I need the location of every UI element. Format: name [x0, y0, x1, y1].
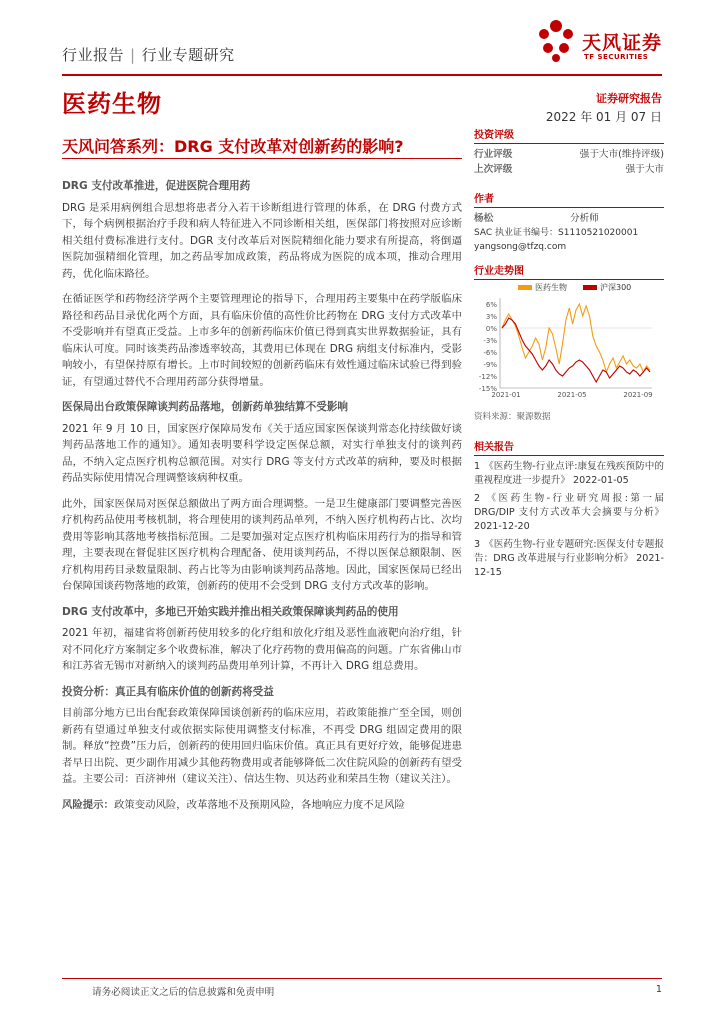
report-subtype-label: 行业专题研究 [141, 46, 235, 64]
section-paragraph: 2021 年 9 月 10 日，国家医疗保障局发布《关于适应国家医保谈判常态化持续做好谈判药品落地工作的通知》。通知表明要科学设定医保总额，对实行单独支付的谈判药品，不纳入定点医疗机构总额范围。对实行 DRG 等支付方式改革的病种，要及时根据药品实际使用情况合理调整该病种权重。 [62, 422, 462, 484]
related-heading: 相关报告 [474, 438, 664, 456]
footer-disclaimer[interactable]: 请务必阅读正文之后的信息披露和免责申明 [92, 987, 275, 998]
section-4 [62, 684, 462, 788]
risk-label: 风险提示： [62, 798, 114, 811]
section-paragraph: 在循证医学和药物经济学两个主要管理理论的指导下，合理用药主要集中在药学版临床路径和药品目录优化两个方面，具有临床价值的高性价比药物在 DRG 支付方式改革中不受影响并有望真正受益。上市多年的创新药临床价值已得到真实世界数据验证，具有临床认可度。同时该类药品渗透率较高，其费用已体现在 DRG 病组支付标准内，受影响较小，有望保持原有增长。上市时间较短的创新药临床有效性通过临床试验已得到验证，有望通过替代不合理用药部分获得增量。 [62, 293, 462, 388]
footer-divider [62, 978, 662, 979]
x-tick-label: 2021-01 [491, 391, 521, 399]
author-sac: SAC 执业证书编号：S1110521020001 [474, 228, 639, 238]
author-name: 杨松 [474, 213, 494, 224]
section-heading: DRG 支付改革中，多地已开始实践并推出相关政策保障谈判药品的使用 [62, 605, 399, 618]
y-tick-label: -3% [483, 337, 497, 345]
rating-row [474, 147, 664, 162]
report-type-label: 行业报告 [62, 46, 125, 64]
related-item-number: 2 [474, 493, 481, 504]
rating-key: 上次评级 [474, 164, 513, 175]
series-line-hs300 [502, 318, 650, 382]
y-tick-label: -15% [478, 385, 497, 393]
rating-heading: 投资评级 [474, 126, 664, 144]
flower-logo-icon [534, 18, 578, 66]
rating-value: 强于大市 [625, 164, 664, 175]
legend-label: 沪深300 [600, 283, 632, 292]
section-paragraph: DRG 是采用病例组合思想将患者分入若干诊断组进行管理的体系，在 DRG 付费方式下，每个病例根据治疗手段和病人特征进入不同诊断相关组，医保部门将按照对应诊断相关组付费标准进行支付。DGR 支付改革后对医院精细化能力要求有所提高，将倒逼医院加强精细化管理，加之药品零加成政策，药品将成为医院的成本项，推动合理用药，优化临床路径。 [62, 201, 462, 280]
section-3 [62, 604, 462, 675]
report-type [62, 44, 235, 65]
header-divider [62, 74, 662, 76]
rating-row [474, 162, 664, 177]
related-item[interactable] [474, 538, 664, 580]
sector-title: 医药生物 [62, 90, 162, 118]
y-tick-label: -9% [483, 361, 497, 369]
y-tick-label: 3% [485, 313, 497, 321]
chart-plot [474, 280, 664, 405]
rating-key: 行业评级 [474, 149, 513, 160]
section-1 [62, 178, 462, 390]
report-type-separator: | [130, 46, 136, 64]
logo-subtitle: TF SECURITIES [584, 53, 649, 61]
trend-heading: 行业走势图 [474, 262, 664, 280]
report-title: 天风问答系列：DRG 支付改革对创新药的影响? [62, 137, 404, 156]
report-date: 2022 年 01 月 07 日 [545, 110, 662, 124]
section-2 [62, 399, 462, 595]
section-heading: DRG 支付改革推进，促进医院合理用药 [62, 180, 251, 192]
related-item-number: 3 [474, 539, 481, 550]
section-heading: 投资分析：真正具有临床价值的创新药将受益 [62, 685, 274, 698]
y-tick-label: -6% [483, 349, 497, 357]
author-row [474, 211, 664, 226]
related-item[interactable] [474, 460, 664, 488]
y-tick-label: 6% [485, 301, 497, 309]
doc-type-label: 证券研究报告 [596, 92, 662, 105]
rating-value: 强于大市(维持评级) [579, 149, 664, 160]
section-heading: 医保局出台政策保障谈判药品落地，创新药单独结算不受影响 [62, 401, 349, 413]
related-item-number: 1 [474, 461, 481, 472]
section-paragraph: 目前部分地方已出台配套政策保障国谈创新药的临床应用，若政策能推广至全国，则创新药有望通过单独支付或依据实际使用调整支付标准，不再受 DRG 组固定费用的限制。释放“控费”压力后，创新药的使用回归临床价值。真正具有更好疗效，能够促进患者早日出院、更少副作用减少其他药物费用或者能够降低二次住院风险的创新药有望受益。主要公司：百济神州（建议关注）、信达生物、贝达药业和荣昌生物（建议关注）。 [62, 707, 462, 785]
risk-text: 政策变动风险，改革落地不及预期风险，各地响应力度不足风险 [113, 798, 405, 811]
author-block [474, 190, 664, 254]
title-divider [62, 158, 462, 159]
risk-warning [62, 797, 462, 814]
related-reports [474, 438, 664, 580]
author-email[interactable]: yangsong@tfzq.com [474, 242, 567, 252]
logo-name: 天风证券 [582, 32, 663, 54]
related-item[interactable] [474, 492, 664, 534]
section-paragraph: 2021 年初，福建省将创新药使用较多的化疗组和放化疗组及恶性血液靶向治疗组，针对不同化疗方案制定多个收费标准，解决了化疗药物的费用偏高的问题。广东省佛山市和江苏省无锡市对新纳入的谈判药品费用单列计算，不再计入 DRG 组总费用。 [62, 627, 462, 672]
page-number: 1 [655, 984, 662, 995]
rating-block [474, 126, 664, 177]
legend-label: 医药生物 [535, 283, 567, 292]
y-tick-label: 0% [485, 325, 497, 333]
x-tick-label: 2021-09 [623, 391, 653, 399]
x-tick-label: 2021-05 [557, 391, 587, 399]
y-tick-label: -12% [478, 373, 497, 381]
trend-block [474, 262, 664, 280]
trend-chart [474, 280, 664, 405]
chart-source: 资料来源：聚源数据 [474, 412, 551, 422]
author-title: 分析师 [570, 213, 599, 224]
main-content [62, 178, 462, 822]
related-item-text: 《医药生物-行业点评:康复在残疾预防中的重视程度进一步提升》 2022-01-05 [474, 461, 664, 486]
related-item-text: 《医药生物-行业专题研究:医保支付专题报告：DRG 改革进展与行业影响分析》 2021-12-15 [474, 539, 664, 578]
related-item-text: 《医药生物-行业研究周报:第一届DRG/DIP 支付方式改革大会摘要与分析》 2021-12-20 [474, 493, 664, 532]
company-logo [534, 16, 674, 68]
author-heading: 作者 [474, 190, 664, 208]
section-paragraph: 此外，国家医保局对医保总额做出了两方面合理调整。一是卫生健康部门要调整完善医疗机构药品使用考核机制，将合理使用的谈判药品单列，不纳入医疗机构药占比、次均费用等影响其落地考核指标范围。二是要加强对定点医疗机构临床用药行为的指导和管理，主要表现在督促驻区医疗机构合理配备、使用谈判药品，不得以医保总额限制、医疗机构用药目录数量限制、药占比等为由影响谈判药品落地。因此，国家医保局已经出台保障国谈药物落地的政策，创新药的使用不会受到 DRG 支付方式改革的影响。 [62, 497, 462, 592]
